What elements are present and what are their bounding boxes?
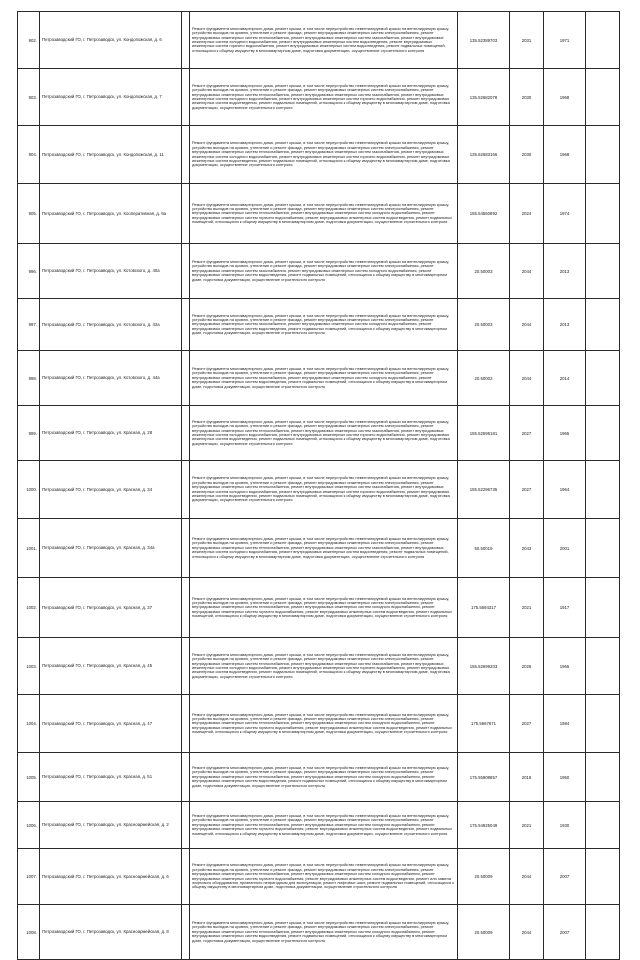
row-number: 997. [18, 299, 40, 351]
row-cost: 175.5667671 [458, 695, 510, 753]
table-row [18, 695, 620, 753]
row-year-built: 2007 [544, 905, 586, 960]
row-number: 1003. [18, 638, 40, 695]
row-cost: 20.50003 [458, 244, 510, 299]
row-works: Ремонт фундамента многоквартирного дома, ремонт крыши, в том числе переустройство невентилируемой крыши на вентилируемую крышу, устройство выходов на кровлю, утепление и ремонт фасада, ремонт внутридомовых инженерных систем электроснабжения, ремонт внутридомовых инженерных систем теплоснабжения, ремонт внутридомовых инженерных систем холодного водоснабжения, ремонт внутридомовых инженерных систем горячего водоснабжения, ремонт внутридомовых инженерных систем водоотведения, ремонт подвальных помещений, относящихся к общему имуществу в многоквартирном доме, подготовка документации, осуществление строительного контроля [190, 578, 458, 638]
row-year-built: 1965 [544, 638, 586, 695]
row-blank-cell [586, 905, 620, 960]
table-row [18, 12, 620, 69]
table-row [18, 802, 620, 849]
row-blank-cell [182, 802, 190, 849]
table-row [18, 69, 620, 126]
row-number: 1008. [18, 905, 40, 960]
table-row [18, 519, 620, 578]
row-address: Петрозаводский ГО, г. Петрозаводск, ул. Красная, д. 34 [40, 461, 182, 519]
row-year-built: 1968 [544, 69, 586, 126]
row-works: Ремонт фундамента многоквартирного дома, ремонт крыши, в том числе переустройство невентилируемой крыши на вентилируемую крышу, устройство выходов на кровлю, утепление и ремонт фасада, ремонт внутридомовых инженерных систем электроснабжения, ремонт внутридомовых инженерных систем газоснабжения, ремонт внутридомовых инженерных систем холодного водоснабжения, ремонт внутридомовых инженерных систем водоотведения, ремонт подвальных помещений, относящихся к общему имуществу в многоквартирном доме, подготовка документации, осуществление строительного контроля [190, 244, 458, 299]
row-year-built: 1917 [544, 578, 586, 638]
row-year-planned: 2044 [510, 351, 544, 406]
row-address: Петрозаводский ГО, г. Петрозаводск, ул. Красноармейская, д. 6 [40, 849, 182, 905]
row-blank-cell [586, 351, 620, 406]
row-year-planned: 2044 [510, 244, 544, 299]
row-works: Ремонт фундамента многоквартирного дома, ремонт крыши, в том числе переустройство невентилируемой крыши на вентилируемую крышу, устройство выходов на кровлю, утепление и ремонт фасада, ремонт внутридомовых инженерных систем электроснабжения, ремонт внутридомовых инженерных систем газоснабжения, ремонт внутридомовых инженерных систем холодного водоснабжения, ремонт внутридомовых инженерных систем водоотведения, ремонт подвальных помещений, относящихся к общему имуществу в многоквартирном доме, подготовка документации, осуществление строительного контроля [190, 351, 458, 406]
row-works: Ремонт фундамента многоквартирного дома, ремонт крыши, в том числе переустройство невентилируемой крыши на вентилируемую крышу, устройство выходов на кровлю, утепление и ремонт фасада, ремонт внутридомовых инженерных систем электроснабжения, ремонт внутридомовых инженерных систем теплоснабжения, ремонт внутридомовых инженерных систем холодного водоснабжения, ремонт внутридомовых инженерных систем горячего водоснабжения, ремонт внутридомовых инженерных систем водоотведения, ремонт подвальных помещений, относящихся к общему имуществу в многоквартирном доме, подготовка документации, осуществление строительного контроля [190, 802, 458, 849]
row-year-built: 1930 [544, 802, 586, 849]
row-address: Петрозаводский ГО, г. Петрозаводск, ул. Красная, д. 47 [40, 695, 182, 753]
table-row [18, 638, 620, 695]
row-cost: 175.55908857 [458, 753, 510, 802]
row-year-built: 2001 [544, 519, 586, 578]
row-works: Ремонт фундамента многоквартирного дома, ремонт крыши, в том числе переустройство невентилируемой крыши на вентилируемую крышу, устройство выходов на кровлю, утепление и ремонт фасада, ремонт внутридомовых инженерных систем электроснабжения, ремонт внутридомовых инженерных систем газоснабжения, ремонт внутридомовых инженерных систем холодного водоснабжения, ремонт внутридомовых инженерных систем водоотведения, ремонт подвальных помещений, относящихся к общему имуществу в многоквартирном доме, подготовка документации, осуществление строительного контроля [190, 299, 458, 351]
row-cost: 155.52699203 [458, 638, 510, 695]
row-address: Петрозаводский ГО, г. Петрозаводск, ул. Котовского, д. 44а [40, 351, 182, 406]
row-cost: 155.52595181 [458, 406, 510, 461]
row-blank-cell [182, 12, 190, 69]
row-cost: 135.52682078 [458, 69, 510, 126]
row-blank-cell [182, 849, 190, 905]
row-blank-cell [586, 578, 620, 638]
row-year-built: 2007 [544, 849, 586, 905]
row-blank-cell [182, 184, 190, 244]
row-blank-cell [182, 351, 190, 406]
row-blank-cell [586, 244, 620, 299]
row-year-built: 1964 [544, 461, 586, 519]
row-blank-cell [182, 638, 190, 695]
table-row [18, 461, 620, 519]
row-cost: 155.52296735 [458, 461, 510, 519]
table-row [18, 753, 620, 802]
row-blank-cell [182, 905, 190, 960]
row-blank-cell [586, 461, 620, 519]
row-year-built: 1984 [544, 695, 586, 753]
row-year-built: 1968 [544, 126, 586, 184]
row-cost: 20.50002 [458, 351, 510, 406]
row-year-planned: 2021 [510, 802, 544, 849]
row-year-planned: 2030 [510, 126, 544, 184]
row-number: 999. [18, 406, 40, 461]
row-blank-cell [182, 461, 190, 519]
row-address: Петрозаводский ГО, г. Петрозаводск, ул. Кондопожская, д. 11 [40, 126, 182, 184]
row-blank-cell [586, 69, 620, 126]
row-address: Петрозаводский ГО, г. Петрозаводск, ул. Кооперативная, д. 9а [40, 184, 182, 244]
row-year-built: 1971 [544, 12, 586, 69]
row-blank-cell [586, 299, 620, 351]
row-year-planned: 2027 [510, 406, 544, 461]
row-year-planned: 2027 [510, 695, 544, 753]
row-blank-cell [586, 126, 620, 184]
row-works: Ремонт фундамента многоквартирного дома, ремонт крыши, в том числе переустройство невентилируемой крыши на вентилируемую крышу, устройство выходов на кровлю, утепление и ремонт фасада, ремонт внутридомовых инженерных систем электроснабжения, ремонт внутридомовых инженерных систем теплоснабжения, ремонт внутридомовых инженерных систем холодного водоснабжения, ремонт внутридомовых инженерных систем водоотведения, ремонт подвальных помещений, относящихся к общему имуществу в многоквартирном доме, подготовка документации, осуществление строительного контроля [190, 753, 458, 802]
row-address: Петрозаводский ГО, г. Петрозаводск, ул. Красная, д. 37 [40, 578, 182, 638]
row-number: 903. [18, 69, 40, 126]
row-cost: 135.52683166 [458, 126, 510, 184]
row-year-built: 2014 [544, 351, 586, 406]
row-address: Петрозаводский ГО, г. Петрозаводск, ул. Котовского, д. 42а [40, 299, 182, 351]
table-row [18, 406, 620, 461]
table-row [18, 184, 620, 244]
row-year-built: 1950 [544, 753, 586, 802]
row-year-planned: 2021 [510, 578, 544, 638]
row-address: Петрозаводский ГО, г. Петрозаводск, ул. Красная, д. 51 [40, 753, 182, 802]
row-number: 1001. [18, 519, 40, 578]
row-blank-cell [586, 12, 620, 69]
row-address: Петрозаводский ГО, г. Петрозаводск, ул. Красноармейская, д. 8 [40, 905, 182, 960]
table-row [18, 244, 620, 299]
table-row [18, 849, 620, 905]
row-year-planned: 2026 [510, 638, 544, 695]
row-blank-cell [586, 638, 620, 695]
row-works: Ремонт фундамента многоквартирного дома, ремонт крыши, в том числе переустройство невентилируемой крыши на вентилируемую крышу, устройство выходов на кровлю, утепление и ремонт фасада, ремонт внутридомовых инженерных систем электроснабжения, ремонт внутридомовых инженерных систем теплоснабжения, ремонт внутридомовых инженерных систем холодного водоснабжения, ремонт внутридомовых инженерных систем горячего водоснабжения, ремонт внутридомовых инженерных систем водоотведения, ремонт подвальных помещений, относящихся к общему имуществу в многоквартирном доме, подготовка документации, осуществление строительного контроля [190, 695, 458, 753]
row-works: Ремонт фундамента многоквартирного дома, ремонт крыши, в том числе переустройство невентилируемой крыши на вентилируемую крышу, устройство выходов на кровлю, утепление и ремонт фасада, ремонт внутридомовых инженерных систем электроснабжения, ремонт внутридомовых инженерных систем теплоснабжения, ремонт внутридомовых инженерных систем газоснабжения, ремонт внутридомовых инженерных систем холодного водоснабжения, ремонт внутридомовых инженерных систем горячего водоснабжения, ремонт внутридомовых инженерных систем водоотведения, ремонт подвальных помещений, относящихся к общему имуществу в многоквартирном доме, подготовка документации, осуществление строительного контроля [190, 126, 458, 184]
row-cost: 175.5694317 [458, 578, 510, 638]
row-works: Ремонт фундамента многоквартирного дома, ремонт крыши, в том числе переустройство невентилируемой крыши на вентилируемую крышу, устройство выходов на кровлю, утепление и ремонт фасада, ремонт внутридомовых инженерных систем электроснабжения, ремонт внутридомовых инженерных систем теплоснабжения, ремонт внутридомовых инженерных систем газоснабжения, ремонт внутридомовых инженерных систем холодного водоснабжения, ремонт внутридомовых инженерных систем горячего водоснабжения, ремонт внутридомовых инженерных систем водоотведения, ремонт подвальных помещений, относящихся к общему имуществу в многоквартирном доме, подготовка документации, осуществление строительного контроля [190, 461, 458, 519]
row-blank-cell [182, 519, 190, 578]
row-number: 1006. [18, 802, 40, 849]
row-year-planned: 2030 [510, 69, 544, 126]
row-blank-cell [182, 578, 190, 638]
row-year-built: 1965 [544, 406, 586, 461]
row-number: 1007. [18, 849, 40, 905]
table-row [18, 578, 620, 638]
row-cost: 50.50019 [458, 519, 510, 578]
row-year-planned: 2031 [510, 12, 544, 69]
row-year-planned: 2043 [510, 519, 544, 578]
row-blank-cell [586, 753, 620, 802]
row-address: Петрозаводский ГО, г. Петрозаводск, ул. Красная, д. 34а [40, 519, 182, 578]
row-works: Ремонт фундамента многоквартирного дома, ремонт крыши, в том числе переустройство невентилируемой крыши на вентилируемую крышу, устройство выходов на кровлю, утепление и ремонт фасада, ремонт внутридомовых инженерных систем электроснабжения, ремонт внутридомовых инженерных систем теплоснабжения, ремонт внутридомовых инженерных систем холодного водоснабжения, ремонт внутридомовых инженерных систем горячего водоснабжения, ремонт внутридомовых инженерных систем водоотведения, ремонт подвальных помещений, относящихся к общему имуществу в многоквартирном доме, подготовка документации, осуществление строительного контроля [190, 184, 458, 244]
row-year-built: 1974 [544, 184, 586, 244]
row-address: Петрозаводский ГО, г. Петрозаводск, ул. Красноармейская, д. 2 [40, 802, 182, 849]
row-works: Ремонт фундамента многоквартирного дома, ремонт крыши, в том числе переустройство невентилируемой крыши на вентилируемую крышу, устройство выходов на кровлю, утепление и ремонт фасада, ремонт внутридомовых инженерных систем электроснабжения, ремонт внутридомовых инженерных систем теплоснабжения, ремонт внутридомовых инженерных систем газоснабжения, ремонт внутридомовых инженерных систем холодного водоснабжения, ремонт внутридомовых инженерных систем водоотведения, ремонт подвальных помещений, относящихся к общему имуществу в многоквартирном доме, подготовка документации, осуществление строительного контроля [190, 519, 458, 578]
row-number: 1002. [18, 578, 40, 638]
row-address: Петрозаводский ГО, г. Петрозаводск, ул. Красная, д. 28 [40, 406, 182, 461]
row-address: Петрозаводский ГО, г. Петрозаводск, ул. Кондопожская, д. 7 [40, 69, 182, 126]
row-address: Петрозаводский ГО, г. Петрозаводск, ул. Красная, д. 45 [40, 638, 182, 695]
table-row [18, 299, 620, 351]
table-row [18, 351, 620, 406]
row-year-planned: 2044 [510, 905, 544, 960]
row-blank-cell [182, 299, 190, 351]
row-year-built: 2013 [544, 244, 586, 299]
row-cost: 155.54560892 [458, 184, 510, 244]
table-row [18, 905, 620, 960]
row-year-planned: 2024 [510, 184, 544, 244]
row-year-planned: 2027 [510, 461, 544, 519]
row-number: 1000. [18, 461, 40, 519]
row-address: Петрозаводский ГО, г. Петрозаводск, ул. Котовского, д. 40а [40, 244, 182, 299]
row-blank-cell [586, 849, 620, 905]
row-works: Ремонт фундамента многоквартирного дома, ремонт крыши, в том числе переустройство невентилируемой крыши на вентилируемую крышу, устройство выходов на кровлю, утепление и ремонт фасада, ремонт внутридомовых инженерных систем электроснабжения, ремонт внутридомовых инженерных систем теплоснабжения, ремонт внутридомовых инженерных систем газоснабжения, ремонт внутридомовых инженерных систем холодного водоснабжения, ремонт внутридомовых инженерных систем горячего водоснабжения, ремонт внутридомовых инженерных систем водоотведения, ремонт подвальных помещений, относящихся к общему имуществу в многоквартирном доме, подготовка документации, осуществление строительного контроля [190, 638, 458, 695]
row-address: Петрозаводский ГО, г. Петрозаводск, ул. Кондопожская, д. 6 [40, 12, 182, 69]
row-blank-cell [182, 126, 190, 184]
row-cost: 175.54925049 [458, 802, 510, 849]
row-blank-cell [586, 695, 620, 753]
row-number: 905. [18, 184, 40, 244]
row-works: Ремонт фундамента многоквартирного дома, ремонт крыши, в том числе переустройство невентилируемой крыши на вентилируемую крышу, устройство выходов на кровлю, утепление и ремонт фасада, ремонт внутридомовых инженерных систем электроснабжения, ремонт внутридомовых инженерных систем теплоснабжения, ремонт внутридомовых инженерных систем газоснабжения, ремонт внутридомовых инженерных систем холодного водоснабжения, ремонт внутридомовых инженерных систем горячего водоснабжения, ремонт внутридомовых инженерных систем водоотведения, ремонт подвальных помещений, относящихся к общему имуществу в многоквартирном доме, подготовка документации, осуществление строительного контроля [190, 406, 458, 461]
row-blank-cell [586, 406, 620, 461]
table-body [18, 12, 620, 960]
row-number: 1004. [18, 695, 40, 753]
row-year-built: 2013 [544, 299, 586, 351]
row-number: 902. [18, 12, 40, 69]
row-cost: 20.50009 [458, 849, 510, 905]
row-works: Ремонт фундамента многоквартирного дома, ремонт крыши, в том числе переустройство невентилируемой крыши на вентилируемую крышу, устройство выходов на кровлю, утепление и ремонт фасада, ремонт внутридомовых инженерных систем электроснабжения, ремонт внутридомовых инженерных систем теплоснабжения, ремонт внутридомовых инженерных систем газоснабжения, ремонт внутридомовых инженерных систем холодного водоснабжения, ремонт внутридомовых инженерных систем водоотведения, ремонт внутридомовых инженерных систем горячего водоснабжения, ремонт внутридомовых инженерных систем водоотведения, ремонт подвальных помещений, относящихся к общему имуществу в многоквартирном доме, подготовка документации, осуществление строительного контроля [190, 12, 458, 69]
row-cost: 20.50009 [458, 905, 510, 960]
row-works: Ремонт фундамента многоквартирного дома, ремонт крыши, в том числе переустройство невентилируемой крыши на вентилируемую крышу, устройство выходов на кровлю, утепление и ремонт фасада, ремонт внутридомовых инженерных систем электроснабжения, ремонт внутридомовых инженерных систем теплоснабжения, ремонт внутридомовых инженерных систем холодного водоснабжения, ремонт внутридомовых инженерных систем горячего водоснабжения, ремонт внутридомовых инженерных систем водоотведения, ремонт или замена лифтового оборудования, признанного непригодным для эксплуатации, ремонт лифтовых шахт, ремонт подвальных помещений, относящихся к общему имуществу в многоквартирном доме, подготовка документации, осуществление строительного контроля [190, 849, 458, 905]
row-blank-cell [586, 802, 620, 849]
capital-repair-table [17, 11, 620, 960]
row-year-planned: 2019 [510, 753, 544, 802]
row-year-planned: 2044 [510, 849, 544, 905]
row-blank-cell [182, 695, 190, 753]
row-number: 1005. [18, 753, 40, 802]
row-year-planned: 2044 [510, 299, 544, 351]
row-works: Ремонт фундамента многоквартирного дома, ремонт крыши, в том числе переустройство невентилируемой крыши на вентилируемую крышу, устройство выходов на кровлю, утепление и ремонт фасада, ремонт внутридомовых инженерных систем электроснабжения, ремонт внутридомовых инженерных систем теплоснабжения, ремонт внутридомовых инженерных систем холодного водоснабжения, ремонт внутридомовых инженерных систем водоотведения, ремонт подвальных помещений, относящихся к общему имуществу в многоквартирном доме, подготовка документации, осуществление строительного контроля [190, 905, 458, 960]
row-cost: 20.50003 [458, 299, 510, 351]
row-blank-cell [586, 184, 620, 244]
table-row [18, 126, 620, 184]
row-number: 904. [18, 126, 40, 184]
row-works: Ремонт фундамента многоквартирного дома, ремонт крыши, в том числе переустройство невентилируемой крыши на вентилируемую крышу, устройство выходов на кровлю, утепление и ремонт фасада, ремонт внутридомовых инженерных систем электроснабжения, ремонт внутридомовых инженерных систем теплоснабжения, ремонт внутридомовых инженерных систем газоснабжения, ремонт внутридомовых инженерных систем холодного водоснабжения, ремонт внутридомовых инженерных систем горячего водоснабжения, ремонт внутридомовых инженерных систем водоотведения, ремонт подвальных помещений, относящихся к общему имуществу в многоквартирном доме, подготовка документации, осуществление строительного контроля [190, 69, 458, 126]
row-number: 998. [18, 351, 40, 406]
row-blank-cell [182, 69, 190, 126]
row-cost: 135.52389703 [458, 12, 510, 69]
row-blank-cell [586, 519, 620, 578]
row-blank-cell [182, 753, 190, 802]
row-blank-cell [182, 244, 190, 299]
row-number: 996. [18, 244, 40, 299]
row-blank-cell [182, 406, 190, 461]
